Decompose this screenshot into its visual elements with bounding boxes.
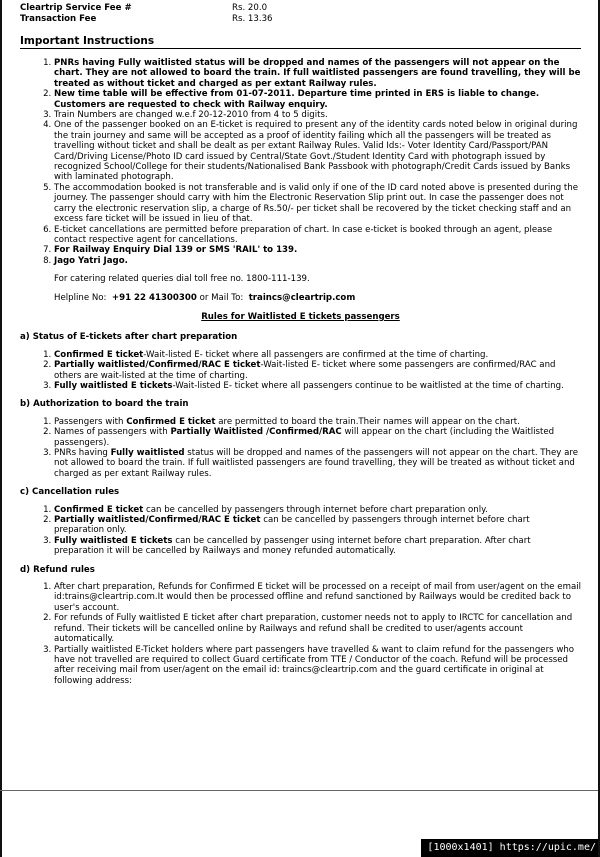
emphasis-text: Fully waitlisted E tickets	[54, 380, 173, 391]
fee-table	[20, 3, 273, 25]
body-text: Names of passengers with	[54, 427, 171, 438]
instruction-item	[54, 245, 581, 255]
helpline-label: Helpline No:	[54, 292, 107, 303]
instruction-item	[54, 256, 581, 266]
body-text: One of the passenger booked on an E-ticket is required to present any of the identity cards noted below in original during the train journey and same will be accepted as a proof of identity failing which all the passengers will be treated as travelling without ticket and shall be dealt as per extant Railway Rules. Valid Ids:- Voter Identity Card/Passport/PAN Card/Driving License/Photo ID card issued by Central/State Govt./Student Identity Card with photograph issued by recognized School/College for their students/Nationalised Bank Passbook with photograph/Credit Cards issued by Banks with laminated photograph.	[54, 120, 578, 183]
emphasis-text: Confirmed E ticket	[54, 349, 144, 360]
body-text: can be cancelled by passengers through internet before chart preparation only.	[143, 504, 488, 515]
emphasis-text: For Railway Enquiry Dial 139 or SMS 'RAIL' to 139.	[54, 245, 298, 256]
rule-item	[54, 427, 581, 448]
rules-title: Rules for Waitlisted E tickets passengers	[201, 311, 400, 322]
emphasis-text: Fully waitlisted	[110, 448, 185, 458]
helpline-number: +91 22 41300300	[111, 292, 197, 303]
rule-item	[54, 645, 581, 687]
emphasis-text: New time table will be effective from 01-07-2011. Departure time printed in ERS is liable to change. Customers are requested to check with Railway enquiry.	[54, 89, 540, 110]
body-text: Train Numbers are changed w.e.f 20-12-2010 from 4 to 5 digits.	[54, 110, 328, 121]
emphasis-text: Fully waitlisted E tickets	[54, 535, 173, 546]
body-text: Passengers with	[54, 416, 127, 427]
body-text: The accommodation booked is not transferable and is valid only if one of the ID card noted above is presented during the journey. The passenger should carry with him the Electronic Reservation Slip print out. In case the passenger does not carry the electronic reservation slip, a charge of Rs.50/- per ticket shall be recovered by the ticket checking staff and an excess fare ticket will be issued in lieu of that.	[54, 182, 578, 225]
instruction-item	[54, 183, 581, 225]
rule-item	[54, 515, 581, 536]
body-text: will appear on the chart (including the Waitlisted passengers).	[54, 427, 555, 448]
rule-item	[54, 505, 581, 515]
instruction-item	[54, 58, 581, 89]
rule-item	[54, 350, 581, 360]
emphasis-text: Partially Waitlisted /Confirmed/RAC	[170, 427, 342, 438]
rule-item	[54, 613, 581, 644]
body-text: E-ticket cancellations are permitted before preparation of chart. In case e-ticket is booked through an agent, please contact respective agent for cancellations.	[54, 224, 553, 245]
instruction-item	[54, 120, 581, 182]
instructions-content	[20, 58, 581, 686]
instruction-item	[54, 225, 581, 246]
catering-text: For catering related queries dial toll free no. 1800-111-139.	[54, 274, 310, 285]
helpline-email: traincs@cleartrip.com	[248, 292, 356, 303]
body-text: PNRs having	[54, 448, 111, 458]
important-instructions-heading: Important Instructions	[20, 36, 581, 49]
emphasis-text: Partially waitlisted/Confirmed/RAC E ticket	[54, 515, 261, 526]
rule-item	[54, 381, 581, 391]
instructions-list	[20, 58, 581, 266]
emphasis-text: PNRs having Fully waitlisted status will be dropped and names of the passengers will not appear on the chart. They are not allowed to board the train. If full waitlisted passengers are found travelling, they will be treated as without ticket and charged as per extant Railway rules.	[54, 58, 581, 89]
body-text: -Wait-listed E- ticket where all passengers continue to be waitlisted at the time of charting.	[172, 380, 564, 391]
section-rule-list	[20, 505, 581, 557]
rule-item	[54, 448, 581, 479]
body-text: Partially waitlisted E-Ticket holders where part passengers have travelled & want to claim refund for the passengers who have not travelled are required to collect Guard certificate from TTE / Conductor of the coach. Refund will be processed after receiving mail from user/agent on the email id: traincs@cleartrip.com and the guard certificate in original at following address:	[54, 644, 575, 686]
body-text: After chart preparation, Refunds for Confirmed E ticket will be processed on a receipt of mail from user/agent on the email id:trains@cleartrip.com.It would then be processed offline and refund sanctioned by Railways would be credited back to user's account.	[54, 582, 581, 613]
body-text: can be cancelled by passenger using internet before chart preparation. After chart preparation it will be cancelled by Railways and money refunded automatically.	[54, 535, 531, 557]
fee-row	[20, 3, 273, 14]
page-bottom-divider	[0, 790, 600, 791]
rule-item	[54, 582, 581, 613]
section-title: b) Authorization to board the train	[20, 399, 189, 410]
section-title: c) Cancellation rules	[20, 487, 120, 498]
watermark-label: [1000x1401] https://upic.me/	[421, 839, 600, 857]
body-text: status will be dropped and names of the passengers will not appear on the chart. They are not allowed to board the train. If full waitlisted passengers are found travelling, they will be treated as without ticket and charged as per extant Railway rules.	[54, 448, 578, 479]
body-text: -Wait-listed E- ticket where some passengers are confirmed/RAC and others are wait-listed at the time of charting.	[54, 360, 556, 381]
emphasis-text: Confirmed E ticket	[54, 504, 144, 515]
helpline-line	[54, 293, 581, 303]
emphasis-text: Confirmed E ticket	[126, 416, 216, 427]
fee-row	[20, 14, 273, 25]
instruction-item	[54, 110, 581, 120]
body-text: For refunds of Fully waitlisted E ticket after chart preparation, customer needs not to apply to IRCTC for cancellation and refund. Their tickets will be cancelled online by Railways and refund shall be credited to user/agents account automatically.	[54, 613, 573, 645]
instruction-item	[54, 89, 581, 110]
fee-label: Transaction Fee	[20, 14, 97, 24]
emphasis-text: Jago Yatri Jago.	[54, 255, 128, 266]
body-text: can be cancelled by passengers through internet before chart preparation only.	[54, 515, 530, 536]
rule-item	[54, 417, 581, 427]
emphasis-text: Partially waitlisted/Confirmed/RAC E ticket	[54, 360, 261, 371]
body-text: are permitted to board the train.Their names will appear on the chart.	[215, 416, 520, 427]
section-title: a) Status of E-tickets after chart preparation	[20, 332, 238, 343]
fee-value: Rs. 13.36	[232, 14, 273, 24]
rule-item	[54, 536, 581, 557]
helpline-mail-label: or Mail To:	[199, 292, 244, 303]
section-rule-list	[20, 417, 581, 479]
fee-label: Cleartrip Service Fee #	[20, 3, 132, 13]
rule-item	[54, 360, 581, 381]
section-rule-list	[20, 582, 581, 686]
body-text: -Wait-listed E- ticket where all passengers are confirmed at the time of charting.	[143, 349, 489, 360]
section-title: d) Refund rules	[20, 564, 95, 575]
rules-sections	[20, 332, 581, 686]
section-rule-list	[20, 350, 581, 392]
fee-value: Rs. 20.0	[232, 3, 268, 13]
